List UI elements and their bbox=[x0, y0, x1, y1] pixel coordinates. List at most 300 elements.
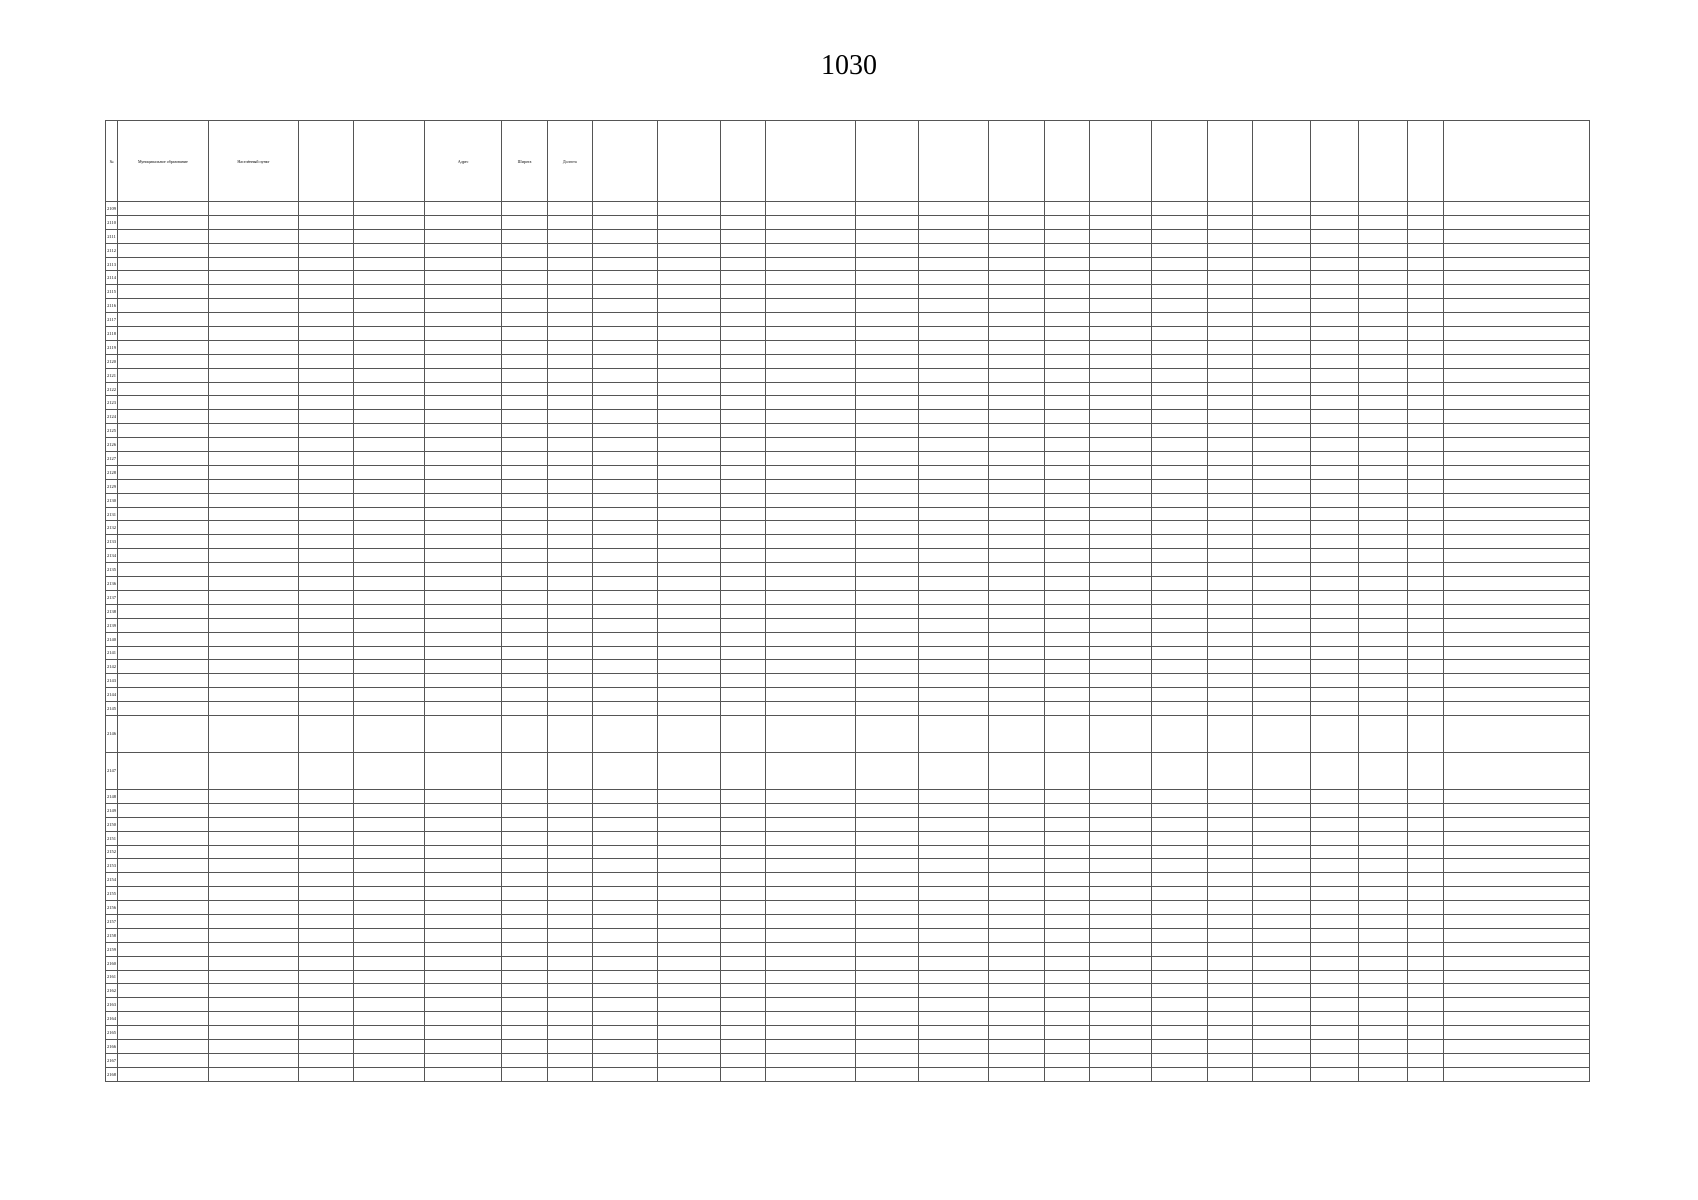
table-row bbox=[106, 424, 1590, 438]
table-cell bbox=[918, 789, 988, 803]
table-cell bbox=[1089, 285, 1151, 299]
table-cell bbox=[720, 914, 765, 928]
row-number-cell: 2147 bbox=[106, 752, 118, 789]
table-cell bbox=[1311, 465, 1359, 479]
table-cell bbox=[592, 465, 657, 479]
table-cell bbox=[720, 590, 765, 604]
table-cell bbox=[1044, 493, 1089, 507]
table-cell bbox=[299, 285, 354, 299]
table-cell bbox=[299, 688, 354, 702]
table-cell bbox=[1089, 410, 1151, 424]
table-cell bbox=[547, 382, 592, 396]
table-cell bbox=[424, 632, 501, 646]
table-cell bbox=[1407, 674, 1443, 688]
table-cell bbox=[1207, 590, 1252, 604]
table-cell bbox=[989, 202, 1044, 216]
table-cell bbox=[856, 928, 918, 942]
table-cell bbox=[1044, 845, 1089, 859]
table-cell bbox=[118, 479, 209, 493]
table-cell bbox=[765, 998, 856, 1012]
table-cell bbox=[1443, 382, 1589, 396]
table-cell bbox=[1207, 368, 1252, 382]
table-cell bbox=[1089, 229, 1151, 243]
table-cell bbox=[658, 590, 720, 604]
table-cell bbox=[658, 752, 720, 789]
table-cell bbox=[1152, 202, 1207, 216]
table-cell bbox=[118, 688, 209, 702]
table-cell bbox=[765, 465, 856, 479]
table-cell bbox=[1252, 257, 1310, 271]
table-cell bbox=[592, 354, 657, 368]
table-cell bbox=[502, 438, 547, 452]
table-cell bbox=[1207, 674, 1252, 688]
table-cell bbox=[299, 1067, 354, 1081]
table-cell bbox=[720, 942, 765, 956]
table-cell bbox=[299, 577, 354, 591]
table-cell bbox=[720, 313, 765, 327]
table-cell bbox=[1044, 452, 1089, 466]
table-cell bbox=[658, 956, 720, 970]
table-cell bbox=[118, 646, 209, 660]
table-cell bbox=[1152, 660, 1207, 674]
table-cell bbox=[354, 493, 424, 507]
table-cell bbox=[1152, 299, 1207, 313]
table-cell bbox=[1359, 942, 1407, 956]
table-cell bbox=[354, 327, 424, 341]
table-cell bbox=[1044, 873, 1089, 887]
table-row bbox=[106, 493, 1590, 507]
table-cell bbox=[720, 688, 765, 702]
table-cell bbox=[1407, 577, 1443, 591]
table-cell bbox=[658, 674, 720, 688]
table-cell bbox=[1044, 368, 1089, 382]
table-cell bbox=[1252, 660, 1310, 674]
table-cell bbox=[1311, 368, 1359, 382]
column-header bbox=[989, 121, 1044, 202]
table-cell bbox=[424, 354, 501, 368]
table-cell bbox=[424, 674, 501, 688]
table-cell bbox=[424, 942, 501, 956]
table-cell bbox=[592, 901, 657, 915]
table-cell bbox=[299, 215, 354, 229]
table-cell bbox=[299, 1039, 354, 1053]
table-cell bbox=[354, 956, 424, 970]
table-cell bbox=[1207, 859, 1252, 873]
row-number-cell: 2142 bbox=[106, 660, 118, 674]
table-cell bbox=[1252, 465, 1310, 479]
table-cell bbox=[1359, 715, 1407, 752]
table-cell bbox=[1359, 956, 1407, 970]
table-cell bbox=[424, 1012, 501, 1026]
table-cell bbox=[856, 215, 918, 229]
table-cell bbox=[1089, 438, 1151, 452]
column-header bbox=[1252, 121, 1310, 202]
table-cell bbox=[1311, 845, 1359, 859]
table-cell bbox=[592, 956, 657, 970]
table-cell bbox=[989, 590, 1044, 604]
table-cell bbox=[1359, 604, 1407, 618]
table-cell bbox=[720, 368, 765, 382]
table-cell bbox=[658, 1053, 720, 1067]
table-cell bbox=[1407, 340, 1443, 354]
table-row bbox=[106, 942, 1590, 956]
table-cell bbox=[208, 452, 299, 466]
table-cell bbox=[592, 549, 657, 563]
table-cell bbox=[1044, 688, 1089, 702]
table-cell bbox=[118, 831, 209, 845]
table-cell bbox=[658, 410, 720, 424]
table-cell bbox=[592, 831, 657, 845]
table-cell bbox=[1207, 1067, 1252, 1081]
table-cell bbox=[1407, 887, 1443, 901]
table-cell bbox=[856, 702, 918, 716]
table-cell bbox=[592, 674, 657, 688]
table-cell bbox=[765, 229, 856, 243]
table-row bbox=[106, 465, 1590, 479]
column-header: Широта bbox=[502, 121, 547, 202]
table-cell bbox=[1252, 803, 1310, 817]
table-cell bbox=[1044, 914, 1089, 928]
table-cell bbox=[1044, 549, 1089, 563]
table-cell bbox=[856, 507, 918, 521]
table-cell bbox=[299, 229, 354, 243]
table-cell bbox=[918, 590, 988, 604]
table-cell bbox=[1089, 618, 1151, 632]
table-cell bbox=[1407, 563, 1443, 577]
table-cell bbox=[592, 313, 657, 327]
table-cell bbox=[1207, 831, 1252, 845]
table-cell bbox=[502, 215, 547, 229]
table-cell bbox=[1359, 1053, 1407, 1067]
table-cell bbox=[1311, 215, 1359, 229]
table-cell bbox=[1443, 327, 1589, 341]
table-cell bbox=[765, 410, 856, 424]
table-cell bbox=[720, 887, 765, 901]
table-cell bbox=[1152, 521, 1207, 535]
table-cell bbox=[1152, 271, 1207, 285]
table-cell bbox=[547, 1067, 592, 1081]
table-row bbox=[106, 803, 1590, 817]
table-cell bbox=[765, 914, 856, 928]
table-cell bbox=[1359, 887, 1407, 901]
table-cell bbox=[658, 942, 720, 956]
table-cell bbox=[424, 327, 501, 341]
table-cell bbox=[424, 646, 501, 660]
table-cell bbox=[1311, 942, 1359, 956]
table-cell bbox=[1311, 438, 1359, 452]
table-cell bbox=[299, 901, 354, 915]
table-cell bbox=[354, 901, 424, 915]
table-cell bbox=[1407, 646, 1443, 660]
table-cell bbox=[502, 1067, 547, 1081]
table-cell bbox=[918, 299, 988, 313]
table-cell bbox=[118, 271, 209, 285]
table-cell bbox=[1359, 646, 1407, 660]
table-cell bbox=[299, 396, 354, 410]
table-cell bbox=[354, 438, 424, 452]
table-cell bbox=[765, 285, 856, 299]
table-cell bbox=[1443, 590, 1589, 604]
row-number-cell: 2127 bbox=[106, 452, 118, 466]
table-cell bbox=[1252, 688, 1310, 702]
table-cell bbox=[502, 271, 547, 285]
row-number-cell: 2167 bbox=[106, 1053, 118, 1067]
table-cell bbox=[1089, 590, 1151, 604]
table-row bbox=[106, 831, 1590, 845]
table-cell bbox=[1311, 563, 1359, 577]
table-cell bbox=[1207, 998, 1252, 1012]
table-cell bbox=[856, 382, 918, 396]
table-cell bbox=[547, 715, 592, 752]
table-cell bbox=[502, 1053, 547, 1067]
table-cell bbox=[1089, 563, 1151, 577]
table-cell bbox=[1207, 956, 1252, 970]
table-cell bbox=[547, 229, 592, 243]
table-cell bbox=[424, 752, 501, 789]
table-cell bbox=[1252, 563, 1310, 577]
table-cell bbox=[547, 618, 592, 632]
column-header bbox=[299, 121, 354, 202]
table-cell bbox=[208, 998, 299, 1012]
table-cell bbox=[658, 549, 720, 563]
table-cell bbox=[1252, 956, 1310, 970]
table-cell bbox=[765, 271, 856, 285]
table-cell bbox=[658, 285, 720, 299]
table-cell bbox=[1407, 215, 1443, 229]
table-cell bbox=[424, 1026, 501, 1040]
table-cell bbox=[547, 313, 592, 327]
table-cell bbox=[765, 577, 856, 591]
table-cell bbox=[547, 396, 592, 410]
table-cell bbox=[208, 1053, 299, 1067]
table-cell bbox=[424, 817, 501, 831]
table-cell bbox=[354, 382, 424, 396]
table-cell bbox=[989, 271, 1044, 285]
table-cell bbox=[1407, 859, 1443, 873]
table-cell bbox=[1252, 215, 1310, 229]
table-cell bbox=[1407, 229, 1443, 243]
table-cell bbox=[208, 914, 299, 928]
table-cell bbox=[989, 1012, 1044, 1026]
table-cell bbox=[765, 618, 856, 632]
table-cell bbox=[1443, 859, 1589, 873]
table-cell bbox=[424, 803, 501, 817]
table-cell bbox=[502, 521, 547, 535]
table-cell bbox=[118, 859, 209, 873]
table-cell bbox=[856, 715, 918, 752]
table-cell bbox=[354, 789, 424, 803]
table-cell bbox=[1152, 752, 1207, 789]
table-cell bbox=[658, 563, 720, 577]
table-cell bbox=[1252, 604, 1310, 618]
table-cell bbox=[989, 914, 1044, 928]
table-cell bbox=[720, 452, 765, 466]
table-cell bbox=[765, 984, 856, 998]
table-cell bbox=[1443, 702, 1589, 716]
table-cell bbox=[918, 396, 988, 410]
table-cell bbox=[1044, 535, 1089, 549]
table-cell bbox=[502, 887, 547, 901]
table-cell bbox=[1359, 340, 1407, 354]
table-cell bbox=[765, 521, 856, 535]
table-cell bbox=[502, 1039, 547, 1053]
table-cell bbox=[299, 327, 354, 341]
table-cell bbox=[1207, 452, 1252, 466]
table-cell bbox=[1252, 382, 1310, 396]
table-cell bbox=[208, 803, 299, 817]
table-cell bbox=[592, 803, 657, 817]
table-cell bbox=[592, 493, 657, 507]
table-cell bbox=[856, 243, 918, 257]
table-cell bbox=[856, 970, 918, 984]
table-row bbox=[106, 604, 1590, 618]
table-cell bbox=[1359, 928, 1407, 942]
table-cell bbox=[918, 563, 988, 577]
table-cell bbox=[299, 479, 354, 493]
table-cell bbox=[1443, 1053, 1589, 1067]
table-cell bbox=[208, 1039, 299, 1053]
table-cell bbox=[1252, 845, 1310, 859]
row-number-cell: 2120 bbox=[106, 354, 118, 368]
table-cell bbox=[299, 257, 354, 271]
table-row bbox=[106, 1039, 1590, 1053]
table-cell bbox=[989, 831, 1044, 845]
table-cell bbox=[658, 202, 720, 216]
table-cell bbox=[208, 215, 299, 229]
table-cell bbox=[856, 984, 918, 998]
column-header bbox=[1311, 121, 1359, 202]
table-cell bbox=[720, 243, 765, 257]
table-cell bbox=[720, 202, 765, 216]
table-cell bbox=[918, 438, 988, 452]
row-number-cell: 2139 bbox=[106, 618, 118, 632]
table-cell bbox=[299, 646, 354, 660]
table-cell bbox=[299, 914, 354, 928]
table-cell bbox=[1089, 942, 1151, 956]
table-cell bbox=[658, 998, 720, 1012]
table-cell bbox=[299, 438, 354, 452]
table-cell bbox=[299, 299, 354, 313]
table-cell bbox=[592, 535, 657, 549]
table-cell bbox=[118, 1039, 209, 1053]
table-cell bbox=[547, 410, 592, 424]
table-cell bbox=[354, 549, 424, 563]
table-cell bbox=[856, 410, 918, 424]
table-cell bbox=[1044, 229, 1089, 243]
table-cell bbox=[354, 340, 424, 354]
table-cell bbox=[502, 340, 547, 354]
table-cell bbox=[502, 715, 547, 752]
row-number-cell: 2149 bbox=[106, 803, 118, 817]
table-cell bbox=[720, 507, 765, 521]
column-header bbox=[1152, 121, 1207, 202]
table-row bbox=[106, 215, 1590, 229]
table-cell bbox=[720, 271, 765, 285]
table-cell bbox=[547, 257, 592, 271]
table-row bbox=[106, 1012, 1590, 1026]
table-cell bbox=[354, 859, 424, 873]
table-cell bbox=[1252, 928, 1310, 942]
table-cell bbox=[354, 660, 424, 674]
table-cell bbox=[918, 535, 988, 549]
table-cell bbox=[354, 970, 424, 984]
table-cell bbox=[354, 887, 424, 901]
table-cell bbox=[658, 901, 720, 915]
table-cell bbox=[1207, 535, 1252, 549]
table-cell bbox=[299, 507, 354, 521]
table-cell bbox=[299, 202, 354, 216]
row-number-cell: 2128 bbox=[106, 465, 118, 479]
table-cell bbox=[1443, 549, 1589, 563]
table-cell bbox=[1359, 313, 1407, 327]
table-cell bbox=[354, 452, 424, 466]
table-cell bbox=[918, 956, 988, 970]
row-number-cell: 2121 bbox=[106, 368, 118, 382]
table-cell bbox=[765, 970, 856, 984]
table-cell bbox=[658, 271, 720, 285]
table-cell bbox=[208, 396, 299, 410]
table-cell bbox=[765, 803, 856, 817]
table-cell bbox=[1152, 998, 1207, 1012]
table-cell bbox=[502, 577, 547, 591]
table-cell bbox=[592, 215, 657, 229]
table-cell bbox=[502, 845, 547, 859]
table-cell bbox=[1044, 313, 1089, 327]
table-cell bbox=[1443, 507, 1589, 521]
table-cell bbox=[502, 257, 547, 271]
table-cell bbox=[1407, 1067, 1443, 1081]
table-cell bbox=[1044, 1053, 1089, 1067]
table-cell bbox=[1152, 604, 1207, 618]
table-cell bbox=[592, 243, 657, 257]
table-cell bbox=[658, 243, 720, 257]
table-cell bbox=[658, 715, 720, 752]
table-cell bbox=[1311, 646, 1359, 660]
table-cell bbox=[658, 646, 720, 660]
table-cell bbox=[547, 674, 592, 688]
table-cell bbox=[1407, 452, 1443, 466]
table-row bbox=[106, 368, 1590, 382]
table-row bbox=[106, 901, 1590, 915]
table-cell bbox=[1207, 299, 1252, 313]
table-cell bbox=[1407, 507, 1443, 521]
table-cell bbox=[1089, 1026, 1151, 1040]
table-cell bbox=[1044, 604, 1089, 618]
table-cell bbox=[592, 970, 657, 984]
table-cell bbox=[720, 660, 765, 674]
table-cell bbox=[592, 873, 657, 887]
table-cell bbox=[1443, 1067, 1589, 1081]
table-cell bbox=[547, 243, 592, 257]
table-cell bbox=[1252, 313, 1310, 327]
table-cell bbox=[1089, 928, 1151, 942]
table-cell bbox=[208, 327, 299, 341]
table-cell bbox=[720, 577, 765, 591]
table-cell bbox=[918, 479, 988, 493]
table-cell bbox=[299, 618, 354, 632]
table-cell bbox=[1252, 901, 1310, 915]
table-cell bbox=[424, 257, 501, 271]
table-cell bbox=[658, 660, 720, 674]
table-cell bbox=[547, 424, 592, 438]
table-cell bbox=[1089, 493, 1151, 507]
table-cell bbox=[1152, 452, 1207, 466]
table-row bbox=[106, 984, 1590, 998]
table-cell bbox=[1443, 715, 1589, 752]
table-cell bbox=[118, 928, 209, 942]
table-cell bbox=[918, 424, 988, 438]
table-cell bbox=[765, 1012, 856, 1026]
